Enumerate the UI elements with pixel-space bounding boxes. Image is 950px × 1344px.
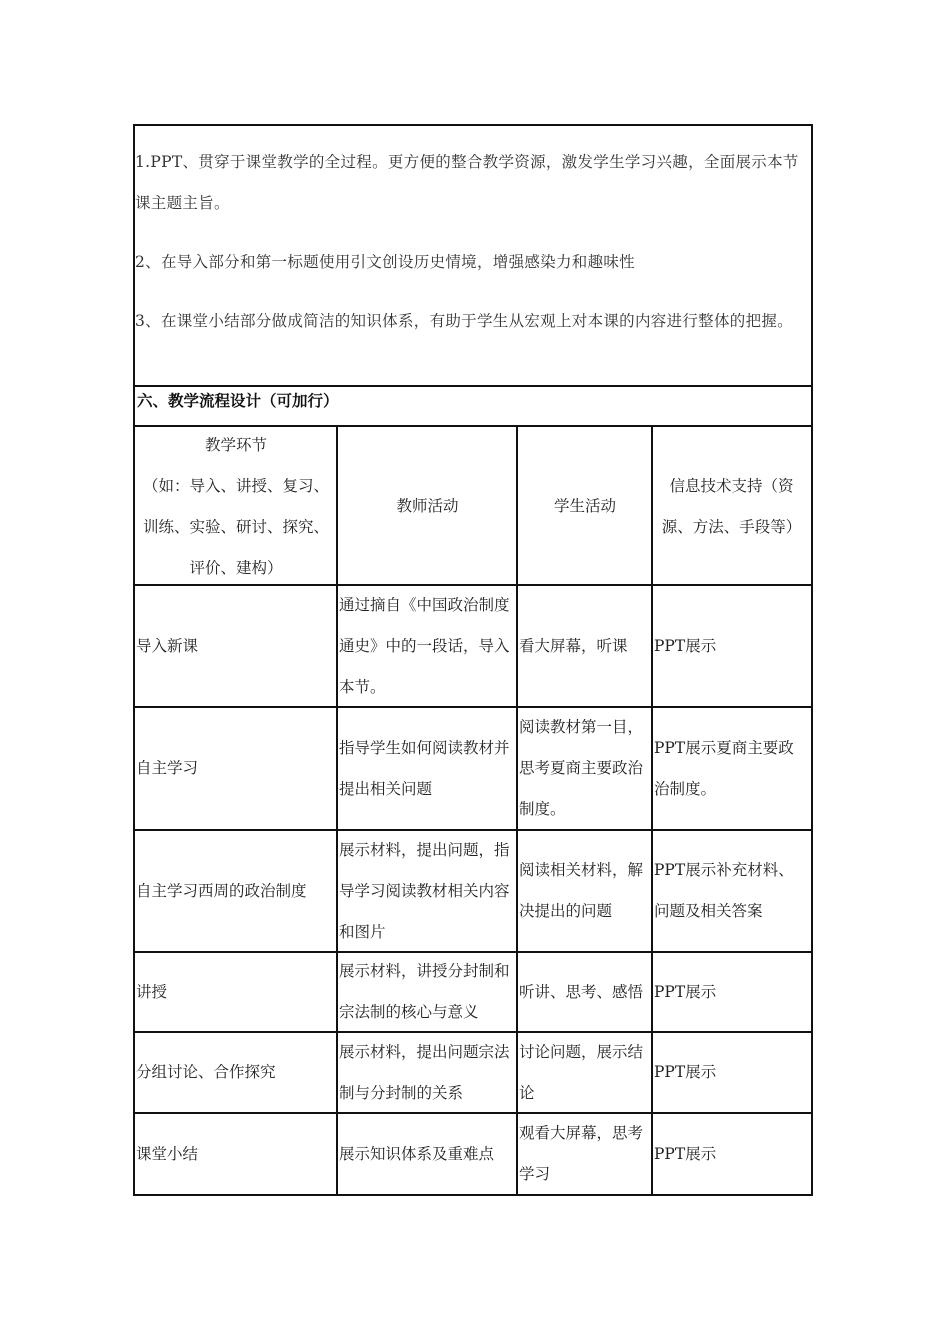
cell-student-activity: 阅读教材第一目，思考夏商主要政治制度。 — [519, 718, 644, 818]
table-row-divider — [133, 1031, 813, 1033]
cell-stage: 课堂小结 — [136, 1144, 199, 1163]
cell-stage: 自主学习西周的政治制度 — [136, 881, 307, 900]
cell-student-activity: 看大屏幕，听课 — [519, 636, 628, 655]
intro-paragraph-1: 1.PPT、贯穿于课堂教学的全过程。更方便的整合教学资源，激发学生学习兴趣，全面展示本节课主题主旨。 — [135, 153, 799, 212]
cell-teacher-activity: 展示材料，提出问题宗法制与分封制的关系 — [339, 1042, 510, 1102]
cell-teacher-activity: 通过摘自《中国政治制度通史》中的一段话，导入本节。 — [339, 595, 510, 696]
table-row-divider — [133, 1112, 813, 1114]
cell-stage: 自主学习 — [136, 759, 199, 777]
table-row-divider — [133, 951, 813, 953]
cell-tech-support: PPT展示 — [654, 982, 717, 1001]
cell-tech-support: PPT展示 — [654, 636, 717, 655]
cell-stage: 分组讨论、合作探究 — [136, 1063, 276, 1081]
cell-student-activity: 听讲、思考、感悟 — [519, 982, 644, 1001]
header-cell-stage: 教学环节 （如：导入、讲授、复习、训练、实验、研讨、探究、评价、建构） — [142, 435, 329, 577]
cell-stage: 导入新课 — [136, 636, 199, 655]
intro-paragraph-3: 3、在课堂小结部分做成简洁的知识体系，有助于学生从宏观上对本课的内容进行整体的把握。 — [135, 312, 793, 330]
cell-student-activity: 观看大屏幕，思考学习 — [519, 1124, 644, 1183]
table-column-divider — [516, 425, 518, 1194]
cell-teacher-activity: 指导学生如何阅读教材并提出相关问题 — [339, 738, 510, 798]
table-column-divider — [651, 425, 653, 1194]
header-cell-teacher: 教师活动 — [396, 497, 459, 515]
cell-student-activity: 讨论问题，展示结论 — [519, 1042, 644, 1102]
cell-stage: 讲授 — [136, 982, 168, 1001]
cell-tech-support: PPT展示 — [654, 1063, 717, 1081]
table-row-divider — [133, 829, 813, 831]
section-title: 六、教学流程设计（可加行） — [137, 391, 339, 410]
cell-tech-support: PPT展示补充材料、问题及相关答案 — [654, 861, 794, 920]
cell-tech-support: PPT展示夏商主要政治制度。 — [654, 738, 794, 798]
table-column-divider — [336, 425, 338, 1194]
header-cell-tech: 信息技术支持（资源、方法、手段等） — [661, 476, 802, 536]
intro-section — [135, 126, 811, 385]
header-cell-student: 学生活动 — [553, 497, 616, 515]
cell-teacher-activity: 展示材料，提出问题，指导学习阅读教材相关内容和图片 — [339, 840, 510, 941]
cell-teacher-activity: 展示知识体系及重难点 — [339, 1144, 495, 1163]
cell-student-activity: 阅读相关材料，解决提出的问题 — [519, 861, 644, 920]
cell-teacher-activity: 展示材料，讲授分封制和宗法制的核心与意义 — [339, 962, 510, 1021]
table-row-divider — [133, 706, 813, 708]
intro-paragraph-2: 2、在导入部分和第一标题使用引文创设历史情境，增强感染力和趣味性 — [135, 253, 635, 271]
divider — [133, 385, 813, 387]
table-row-divider — [133, 584, 813, 586]
cell-tech-support: PPT展示 — [654, 1144, 717, 1163]
